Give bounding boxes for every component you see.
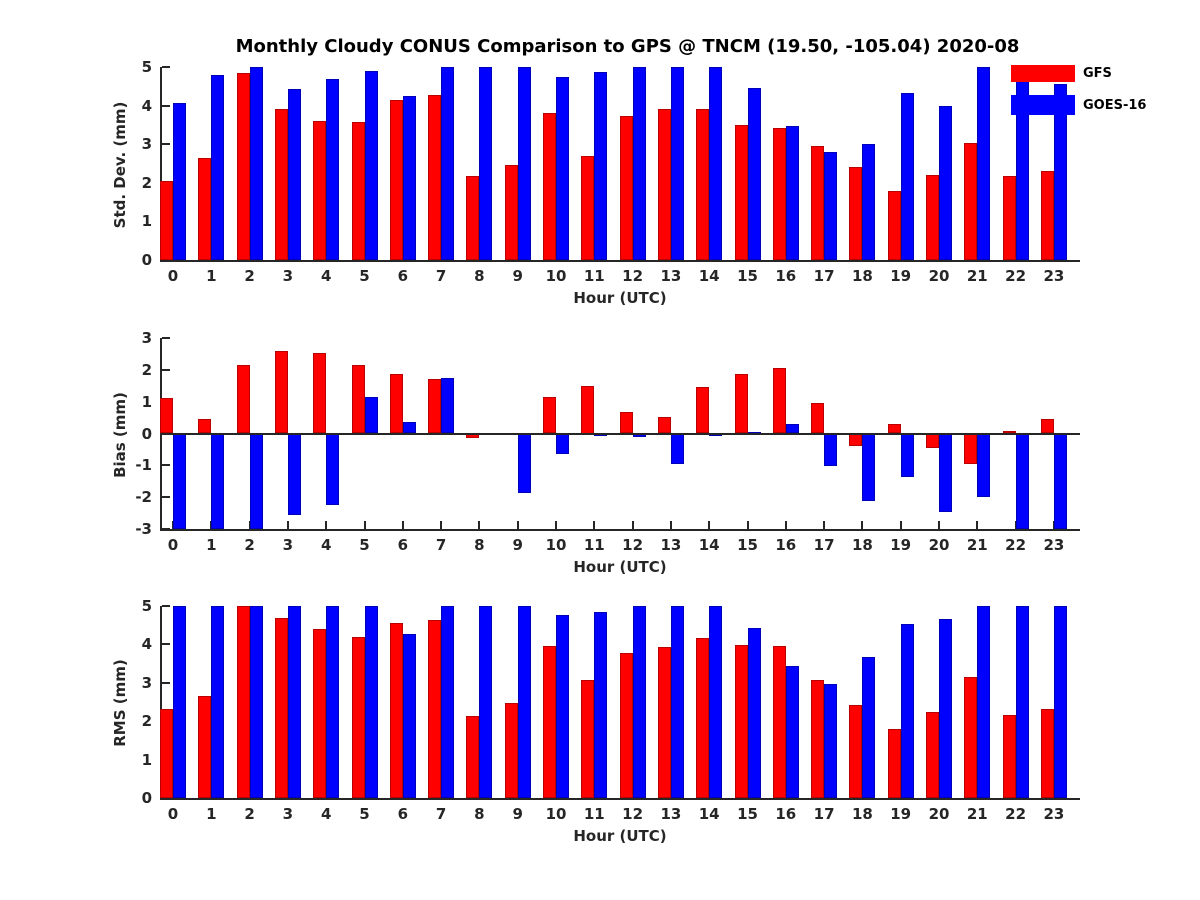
- bar-gfs-hour-12: [620, 412, 633, 433]
- x-tick-label-std-dev: 9: [512, 267, 523, 285]
- bar-goes16-hour-15: [748, 628, 761, 798]
- x-tick-label-rms: 1: [206, 805, 217, 823]
- bar-gfs-hour-8: [466, 716, 479, 798]
- bar-gfs-hour-13: [658, 417, 671, 434]
- bar-gfs-hour-2: [237, 606, 250, 798]
- bar-goes16-hour-16: [786, 666, 799, 798]
- bar-goes16-hour-1: [211, 75, 224, 260]
- bar-gfs-hour-17: [811, 680, 824, 798]
- bar-gfs-hour-10: [543, 397, 556, 434]
- y-tick-label-rms: 5: [141, 597, 152, 615]
- y-tick-label-std-dev: 0: [141, 251, 152, 269]
- bar-gfs-hour-16: [773, 646, 786, 798]
- bar-goes16-hour-21: [977, 606, 990, 798]
- x-tick-label-rms: 3: [282, 805, 294, 823]
- bar-gfs-hour-20: [926, 175, 939, 260]
- x-tick-label-bias: 19: [890, 536, 912, 554]
- x-tick-label-std-dev: 6: [397, 267, 409, 285]
- bar-goes16-hour-13: [671, 606, 684, 798]
- bar-goes16-hour-16: [786, 126, 799, 260]
- x-tick-label-bias: 16: [775, 536, 797, 554]
- x-tick-label-bias: 13: [660, 536, 682, 554]
- y-tick-label-rms: 3: [141, 673, 152, 692]
- x-tick-bias: [900, 521, 902, 529]
- y-tick-std-dev: [162, 143, 170, 145]
- x-tick-bias: [708, 521, 710, 529]
- bar-goes16-hour-2: [250, 606, 263, 798]
- y-tick-label-std-dev: 3: [141, 135, 152, 154]
- x-tick-bias: [670, 521, 672, 529]
- bar-goes16-hour-8: [479, 606, 492, 798]
- x-tick-label-bias: 9: [512, 536, 523, 554]
- x-tick-label-std-dev: 15: [737, 267, 758, 285]
- x-tick-label-std-dev: 4: [320, 267, 332, 285]
- x-tick-label-bias: 3: [282, 536, 294, 554]
- bar-goes16-hour-4: [326, 606, 339, 798]
- y-axis-label-rms: RMS (mm): [111, 659, 129, 747]
- bar-gfs-hour-16: [773, 128, 786, 260]
- x-tick-label-rms: 14: [698, 805, 720, 823]
- x-tick-label-std-dev: 1: [206, 267, 217, 285]
- x-tick-bias: [325, 521, 327, 529]
- x-axis-label-rms: Hour (UTC): [573, 827, 667, 845]
- y-tick-label-rms: 4: [141, 635, 152, 654]
- x-tick-bias: [785, 521, 787, 529]
- y-tick-label-std-dev: 4: [141, 96, 152, 115]
- bar-gfs-hour-17: [811, 146, 824, 260]
- bar-goes16-hour-20: [939, 434, 952, 512]
- x-tick-label-bias: 4: [320, 536, 332, 554]
- y-tick-label-bias: -3: [135, 520, 152, 538]
- y-tick-bias: [162, 464, 170, 466]
- bar-goes16-hour-19: [901, 434, 914, 478]
- bar-gfs-hour-6: [390, 100, 403, 260]
- x-tick-label-bias: 14: [698, 536, 720, 554]
- bar-gfs-hour-2: [237, 365, 250, 433]
- bar-gfs-hour-0: [160, 181, 173, 260]
- x-tick-label-rms: 23: [1043, 805, 1065, 823]
- x-tick-label-std-dev: 3: [282, 267, 294, 285]
- x-tick-label-std-dev: 16: [775, 267, 797, 285]
- bar-gfs-hour-21: [964, 143, 977, 260]
- bar-goes16-hour-1: [211, 606, 224, 798]
- y-tick-label-rms: 2: [141, 712, 152, 731]
- bar-gfs-hour-6: [390, 623, 403, 798]
- bar-goes16-hour-3: [288, 89, 301, 260]
- x-tick-label-rms: 21: [966, 805, 988, 823]
- x-tick-label-std-dev: 7: [435, 267, 447, 285]
- bar-gfs-hour-9: [505, 703, 518, 798]
- bar-goes16-hour-0: [173, 434, 186, 530]
- x-tick-bias: [287, 521, 289, 529]
- x-tick-label-std-dev: 0: [167, 267, 179, 285]
- bar-gfs-hour-1: [198, 419, 211, 433]
- x-tick-label-bias: 21: [966, 536, 988, 554]
- zero-baseline-bias: [162, 433, 1080, 435]
- bar-goes16-hour-10: [556, 77, 569, 260]
- bar-gfs-hour-20: [926, 434, 939, 449]
- bar-goes16-hour-19: [901, 624, 914, 798]
- bar-goes16-hour-20: [939, 619, 952, 798]
- x-tick-label-bias: 0: [167, 536, 179, 554]
- x-tick-label-rms: 10: [545, 805, 567, 823]
- x-tick-label-rms: 2: [244, 805, 255, 823]
- bar-goes16-hour-1: [211, 434, 224, 530]
- x-tick-label-rms: 17: [813, 805, 835, 823]
- bar-gfs-hour-23: [1041, 171, 1054, 260]
- y-tick-label-bias: 0: [141, 424, 152, 443]
- bar-gfs-hour-14: [696, 638, 709, 798]
- bar-goes16-hour-21: [977, 67, 990, 260]
- x-tick-label-std-dev: 18: [851, 267, 873, 285]
- x-tick-bias: [938, 521, 940, 529]
- x-tick-label-bias: 15: [737, 536, 758, 554]
- bar-goes16-hour-7: [441, 606, 454, 798]
- bar-gfs-hour-20: [926, 712, 939, 798]
- bar-gfs-hour-21: [964, 677, 977, 798]
- bar-gfs-hour-14: [696, 109, 709, 260]
- bar-gfs-hour-4: [313, 121, 326, 260]
- legend-label-goes16: GOES-16: [1083, 98, 1147, 113]
- y-tick-label-bias: 2: [141, 360, 152, 379]
- bar-gfs-hour-18: [849, 167, 862, 260]
- x-tick-label-rms: 11: [583, 805, 605, 823]
- x-tick-label-rms: 4: [320, 805, 332, 823]
- x-tick-label-rms: 19: [890, 805, 912, 823]
- y-tick-label-bias: 1: [141, 392, 152, 411]
- bar-gfs-hour-2: [237, 73, 250, 260]
- bar-gfs-hour-5: [352, 122, 365, 260]
- y-tick-bias: [162, 496, 170, 498]
- bar-goes16-hour-15: [748, 88, 761, 260]
- bar-gfs-hour-0: [160, 709, 173, 798]
- bar-goes16-hour-23: [1054, 606, 1067, 798]
- bar-gfs-hour-22: [1003, 176, 1016, 260]
- bar-gfs-hour-12: [620, 653, 633, 798]
- bar-goes16-hour-9: [518, 434, 531, 494]
- legend-label-gfs: GFS: [1083, 66, 1112, 81]
- bar-goes16-hour-10: [556, 615, 569, 798]
- bar-goes16-hour-18: [862, 144, 875, 260]
- bar-goes16-hour-3: [288, 434, 301, 515]
- y-tick-label-bias: 3: [141, 329, 152, 347]
- y-tick-label-rms: 0: [141, 789, 152, 807]
- bar-gfs-hour-5: [352, 365, 365, 434]
- x-tick-label-std-dev: 2: [244, 267, 255, 285]
- x-tick-label-std-dev: 8: [474, 267, 485, 285]
- x-tick-label-rms: 16: [775, 805, 797, 823]
- x-tick-label-std-dev: 10: [545, 267, 567, 285]
- y-axis-label-std-dev: Std. Dev. (mm): [111, 101, 129, 228]
- y-tick-rms: [162, 643, 170, 645]
- x-tick-bias: [440, 521, 442, 529]
- bar-goes16-hour-0: [173, 103, 186, 260]
- x-tick-label-rms: 13: [660, 805, 682, 823]
- y-tick-std-dev: [162, 66, 170, 68]
- y-tick-label-rms: 1: [141, 750, 152, 769]
- x-tick-label-bias: 6: [397, 536, 409, 554]
- bar-gfs-hour-0: [160, 398, 173, 433]
- x-tick-label-std-dev: 20: [928, 267, 950, 285]
- bar-goes16-hour-22: [1016, 434, 1029, 530]
- y-axis-label-bias: Bias (mm): [111, 391, 129, 478]
- x-tick-bias: [593, 521, 595, 529]
- bar-gfs-hour-4: [313, 353, 326, 433]
- bar-gfs-hour-7: [428, 379, 441, 433]
- bar-goes16-hour-4: [326, 434, 339, 506]
- x-tick-bias: [517, 521, 519, 529]
- x-tick-label-rms: 9: [512, 805, 523, 823]
- bar-gfs-hour-9: [505, 165, 518, 260]
- x-tick-label-rms: 5: [359, 805, 370, 823]
- bar-gfs-hour-15: [735, 125, 748, 260]
- bar-gfs-hour-23: [1041, 709, 1054, 798]
- bar-gfs-hour-10: [543, 113, 556, 260]
- x-tick-label-std-dev: 14: [698, 267, 720, 285]
- bar-gfs-hour-18: [849, 705, 862, 798]
- bar-gfs-hour-12: [620, 116, 633, 260]
- bar-gfs-hour-14: [696, 387, 709, 433]
- bar-goes16-hour-4: [326, 79, 339, 260]
- subplot-rms: [160, 606, 1080, 800]
- x-tick-bias: [976, 521, 978, 529]
- legend-swatch-gfs: [1011, 65, 1075, 82]
- x-tick-bias: [747, 521, 749, 529]
- bar-goes16-hour-5: [365, 397, 378, 434]
- bar-gfs-hour-19: [888, 729, 901, 798]
- x-tick-label-std-dev: 12: [622, 267, 644, 285]
- x-tick-label-rms: 7: [435, 805, 447, 823]
- x-tick-label-bias: 23: [1043, 536, 1065, 554]
- subplot-bias: [160, 338, 1080, 531]
- bar-goes16-hour-8: [479, 67, 492, 260]
- bar-gfs-hour-11: [581, 386, 594, 434]
- bar-gfs-hour-17: [811, 403, 824, 433]
- bar-gfs-hour-21: [964, 434, 977, 464]
- y-tick-rms: [162, 605, 170, 607]
- x-tick-label-rms: 12: [622, 805, 644, 823]
- bar-gfs-hour-3: [275, 618, 288, 798]
- bar-goes16-hour-5: [365, 606, 378, 798]
- y-tick-bias: [162, 369, 170, 371]
- y-tick-rms: [162, 682, 170, 684]
- x-tick-bias: [555, 521, 557, 529]
- bar-gfs-hour-13: [658, 109, 671, 260]
- x-tick-label-bias: 7: [435, 536, 447, 554]
- x-tick-label-rms: 0: [167, 805, 179, 823]
- bar-goes16-hour-5: [365, 71, 378, 260]
- y-tick-label-bias: -2: [135, 488, 152, 507]
- x-tick-label-bias: 22: [1005, 536, 1027, 554]
- bar-goes16-hour-2: [250, 434, 263, 530]
- x-tick-label-rms: 20: [928, 805, 950, 823]
- bar-gfs-hour-18: [849, 434, 862, 446]
- x-tick-label-std-dev: 11: [583, 267, 605, 285]
- subplot-std-dev: [160, 67, 1080, 262]
- bar-goes16-hour-9: [518, 67, 531, 260]
- x-tick-bias: [823, 521, 825, 529]
- bar-goes16-hour-7: [441, 67, 454, 260]
- x-tick-label-bias: 5: [359, 536, 370, 554]
- bar-goes16-hour-6: [403, 634, 416, 798]
- bar-goes16-hour-6: [403, 96, 416, 260]
- bar-gfs-hour-22: [1003, 715, 1016, 798]
- x-tick-label-std-dev: 19: [890, 267, 912, 285]
- legend-swatch-goes16: [1011, 95, 1075, 115]
- y-tick-label-std-dev: 1: [141, 212, 152, 231]
- bar-goes16-hour-18: [862, 657, 875, 798]
- x-tick-bias: [478, 521, 480, 529]
- bar-goes16-hour-7: [441, 378, 454, 433]
- x-tick-label-rms: 6: [397, 805, 409, 823]
- bar-goes16-hour-17: [824, 434, 837, 466]
- bar-goes16-hour-19: [901, 93, 914, 260]
- y-tick-label-std-dev: 2: [141, 173, 152, 192]
- bar-gfs-hour-1: [198, 696, 211, 798]
- bar-goes16-hour-11: [594, 72, 607, 260]
- bar-goes16-hour-17: [824, 684, 837, 798]
- bar-gfs-hour-13: [658, 647, 671, 798]
- x-tick-label-bias: 18: [851, 536, 873, 554]
- x-tick-label-rms: 22: [1005, 805, 1027, 823]
- bar-goes16-hour-14: [709, 67, 722, 260]
- bar-goes16-hour-13: [671, 434, 684, 465]
- bar-gfs-hour-8: [466, 176, 479, 260]
- x-tick-label-rms: 18: [851, 805, 873, 823]
- x-tick-label-rms: 15: [737, 805, 758, 823]
- bar-goes16-hour-13: [671, 67, 684, 260]
- bar-goes16-hour-21: [977, 434, 990, 497]
- x-tick-label-bias: 2: [244, 536, 255, 554]
- x-axis-label-std-dev: Hour (UTC): [573, 289, 667, 307]
- bar-goes16-hour-17: [824, 152, 837, 260]
- x-tick-bias: [632, 521, 634, 529]
- bar-gfs-hour-3: [275, 109, 288, 260]
- chart-title: Monthly Cloudy CONUS Comparison to GPS @ TNCM (19.50, -105.04) 2020-08: [235, 36, 1020, 57]
- x-tick-label-std-dev: 22: [1005, 267, 1027, 285]
- bar-gfs-hour-11: [581, 156, 594, 260]
- bar-gfs-hour-19: [888, 191, 901, 260]
- bar-goes16-hour-22: [1016, 606, 1029, 798]
- bar-goes16-hour-11: [594, 612, 607, 798]
- x-axis-label-bias: Hour (UTC): [573, 558, 667, 576]
- x-tick-bias: [364, 521, 366, 529]
- x-tick-label-rms: 8: [474, 805, 485, 823]
- bar-goes16-hour-9: [518, 606, 531, 798]
- x-tick-label-std-dev: 23: [1043, 267, 1065, 285]
- bar-goes16-hour-23: [1054, 434, 1067, 530]
- bar-goes16-hour-3: [288, 606, 301, 798]
- y-tick-label-std-dev: 5: [141, 58, 152, 76]
- bar-goes16-hour-18: [862, 434, 875, 501]
- bar-goes16-hour-14: [709, 606, 722, 798]
- x-tick-label-std-dev: 5: [359, 267, 370, 285]
- bar-gfs-hour-15: [735, 374, 748, 434]
- x-tick-bias: [402, 521, 404, 529]
- x-tick-label-std-dev: 21: [966, 267, 988, 285]
- x-tick-label-bias: 12: [622, 536, 644, 554]
- bar-gfs-hour-6: [390, 374, 403, 434]
- x-tick-label-bias: 8: [474, 536, 485, 554]
- y-tick-bias: [162, 528, 170, 530]
- x-tick-label-bias: 20: [928, 536, 950, 554]
- bar-gfs-hour-15: [735, 645, 748, 798]
- y-tick-std-dev: [162, 105, 170, 107]
- bar-gfs-hour-11: [581, 680, 594, 798]
- y-tick-bias: [162, 337, 170, 339]
- x-tick-label-bias: 10: [545, 536, 567, 554]
- bar-goes16-hour-2: [250, 67, 263, 260]
- bar-goes16-hour-0: [173, 606, 186, 798]
- x-tick-label-bias: 17: [813, 536, 835, 554]
- y-tick-label-bias: -1: [135, 456, 152, 475]
- bar-gfs-hour-4: [313, 629, 326, 798]
- bar-gfs-hour-16: [773, 368, 786, 433]
- bar-gfs-hour-10: [543, 646, 556, 798]
- bar-goes16-hour-12: [633, 606, 646, 798]
- bar-gfs-hour-7: [428, 620, 441, 798]
- x-tick-label-std-dev: 13: [660, 267, 682, 285]
- bar-gfs-hour-7: [428, 95, 441, 260]
- bar-goes16-hour-12: [633, 67, 646, 260]
- bar-gfs-hour-23: [1041, 419, 1054, 434]
- x-tick-label-bias: 1: [206, 536, 217, 554]
- bar-gfs-hour-5: [352, 637, 365, 798]
- bar-goes16-hour-10: [556, 434, 569, 454]
- bar-gfs-hour-3: [275, 351, 288, 434]
- x-tick-label-std-dev: 17: [813, 267, 835, 285]
- bar-goes16-hour-20: [939, 106, 952, 260]
- x-tick-bias: [861, 521, 863, 529]
- bar-gfs-hour-1: [198, 158, 211, 260]
- x-tick-label-bias: 11: [583, 536, 605, 554]
